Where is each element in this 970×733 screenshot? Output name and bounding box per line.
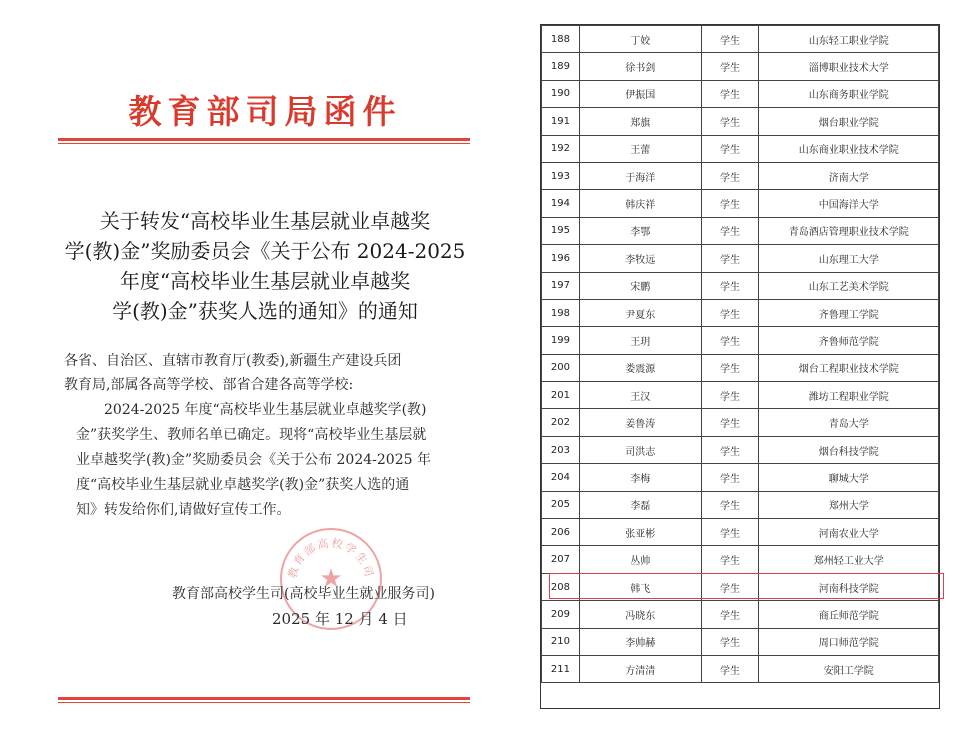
table-row [542,272,939,299]
cell-no: 194 [542,190,580,217]
cell-role: 学生 [701,217,759,244]
table-row [542,217,939,244]
addressee-line: 各省、自治区、直辖市教育厅(教委),新疆生产建设兵团 [64,353,402,369]
cell-no: 190 [542,80,580,107]
cell-name: 王蕾 [579,135,701,162]
table-row [542,327,939,354]
letterhead-rule-thick [58,138,470,141]
cell-school: 山东理工大学 [759,245,939,272]
cell-name: 张亚彬 [579,519,701,546]
cell-role: 学生 [701,573,759,600]
body-line: 度“高校毕业生基层就业卓越奖学(教)金”获奖人选的通 [76,477,410,493]
cell-no: 199 [542,327,580,354]
cell-no: 208 [542,573,580,600]
cell-name: 李鄂 [579,217,701,244]
cell-school: 烟台工程职业技术学院 [759,354,939,381]
cell-no: 195 [542,217,580,244]
cell-name: 李牧远 [579,245,701,272]
cell-no: 198 [542,299,580,326]
cell-name: 尹夏东 [579,299,701,326]
cell-school: 河南农业大学 [759,519,939,546]
cell-role: 学生 [701,327,759,354]
cell-no: 200 [542,354,580,381]
cell-role: 学生 [701,436,759,463]
cell-role: 学生 [701,26,759,53]
cell-no: 207 [542,546,580,573]
cell-school: 济南大学 [759,162,939,189]
table-row [542,628,939,655]
table-row [542,464,939,491]
addressee-line: 教育局,部属各高等学校、部省合建各高等学校: [64,377,354,393]
cell-no: 209 [542,601,580,628]
cell-school: 烟台职业学院 [759,108,939,135]
cell-name: 韩庆祥 [579,190,701,217]
table-row [542,601,939,628]
cell-role: 学生 [701,53,759,80]
table-row [542,108,939,135]
table-row [542,573,939,600]
cell-school: 山东轻工职业学院 [759,26,939,53]
cell-name: 司洪志 [579,436,701,463]
awardee-table [541,25,939,683]
cell-no: 211 [542,655,580,682]
cell-role: 学生 [701,299,759,326]
cell-no: 205 [542,491,580,518]
cell-school: 周口师范学院 [759,628,939,655]
letter-date: 2025 年 12 月 4 日 [272,610,408,628]
table-row [542,80,939,107]
sender: 教育部高校学生司(高校毕业生就业服务司) [172,586,435,602]
body-line: 2024-2025 年度“高校毕业生基层就业卓越奖学(教) [104,402,427,418]
footer-rule-thin [58,702,470,703]
table-row [542,162,939,189]
cell-role: 学生 [701,628,759,655]
cell-school: 中国海洋大学 [759,190,939,217]
cell-role: 学生 [701,409,759,436]
cell-school: 商丘师范学院 [759,601,939,628]
table-row [542,354,939,381]
table-row [542,190,939,217]
cell-name: 丁姣 [579,26,701,53]
cell-no: 189 [542,53,580,80]
table-row [542,135,939,162]
cell-no: 201 [542,382,580,409]
table-row [542,382,939,409]
cell-name: 韩飞 [579,573,701,600]
cell-name: 王汉 [579,382,701,409]
cell-school: 郑州大学 [759,491,939,518]
cell-role: 学生 [701,108,759,135]
cell-role: 学生 [701,272,759,299]
seal-star-icon: ★ [319,564,343,594]
cell-no: 196 [542,245,580,272]
title-line: 关于转发“高校毕业生基层就业卓越奖 [99,209,431,233]
cell-no: 202 [542,409,580,436]
cell-role: 学生 [701,491,759,518]
cell-name: 宋鹏 [579,272,701,299]
cell-name: 于海洋 [579,162,701,189]
cell-school: 聊城大学 [759,464,939,491]
cell-no: 204 [542,464,580,491]
cell-name: 李梅 [579,464,701,491]
cell-name: 李磊 [579,491,701,518]
addressee [64,348,466,399]
cell-role: 学生 [701,245,759,272]
cell-no: 206 [542,519,580,546]
cell-school: 河南科技学院 [759,573,939,600]
table-row [542,546,939,573]
cell-no: 192 [542,135,580,162]
cell-role: 学生 [701,190,759,217]
cell-role: 学生 [701,135,759,162]
title-line: 学(教)金”获奖人选的通知》的通知 [112,299,418,323]
cell-role: 学生 [701,354,759,381]
cell-role: 学生 [701,546,759,573]
table-row [542,299,939,326]
cell-school: 烟台科技学院 [759,436,939,463]
cell-school: 潍坊工程职业学院 [759,382,939,409]
cell-name: 冯晓东 [579,601,701,628]
cell-name: 丛帅 [579,546,701,573]
table-row [542,245,939,272]
cell-school: 郑州轻工业大学 [759,546,939,573]
body-line: 业卓越奖学(教)金”奖励委员会《关于公布 2024-2025 年 [76,452,431,468]
cell-no: 191 [542,108,580,135]
footer-rule-thick [58,697,470,700]
cell-no: 203 [542,436,580,463]
cell-name: 娄震源 [579,354,701,381]
cell-school: 山东工艺美术学院 [759,272,939,299]
cell-school: 山东商业职业技术学院 [759,135,939,162]
letter-body [76,398,468,523]
cell-school: 青岛酒店管理职业技术学院 [759,217,939,244]
cell-name: 李帅赫 [579,628,701,655]
table-row [542,26,939,53]
cell-school: 山东商务职业学院 [759,80,939,107]
table-row [542,519,939,546]
title-line: 学(教)金”奖励委员会《关于公布 2024-2025 [64,239,466,263]
cell-role: 学生 [701,382,759,409]
cell-school: 安阳工学院 [759,655,939,682]
body-line: 金”获奖学生、教师名单已确定。现将“高校毕业生基层就 [76,427,427,443]
letterhead: 教育部司局函件 [128,92,402,131]
cell-school: 淄博职业技术大学 [759,53,939,80]
cell-role: 学生 [701,601,759,628]
cell-name: 姜鲁涛 [579,409,701,436]
table-row [542,409,939,436]
awardee-list-page [540,24,940,709]
cell-name: 伊振国 [579,80,701,107]
cell-role: 学生 [701,519,759,546]
title-line: 年度“高校毕业生基层就业卓越奖 [119,269,411,293]
cell-school: 齐鲁师范学院 [759,327,939,354]
cell-name: 方清清 [579,655,701,682]
letterhead-rule-thin [58,143,470,144]
table-row [542,491,939,518]
table-row [542,655,939,682]
cell-no: 197 [542,272,580,299]
cell-role: 学生 [701,464,759,491]
svg-text:教育部高校学生司: 教育部高校学生司 [285,536,377,580]
cell-role: 学生 [701,162,759,189]
cell-name: 徐书剑 [579,53,701,80]
table-row [542,53,939,80]
cell-school: 齐鲁理工学院 [759,299,939,326]
cell-no: 188 [542,26,580,53]
cell-no: 193 [542,162,580,189]
table-row [542,436,939,463]
cell-role: 学生 [701,80,759,107]
document-title [60,206,470,326]
cell-school: 青岛大学 [759,409,939,436]
cell-no: 210 [542,628,580,655]
cell-role: 学生 [701,655,759,682]
cell-name: 王玥 [579,327,701,354]
body-line: 知》转发给你们,请做好宣传工作。 [76,502,291,518]
cell-name: 郑旗 [579,108,701,135]
